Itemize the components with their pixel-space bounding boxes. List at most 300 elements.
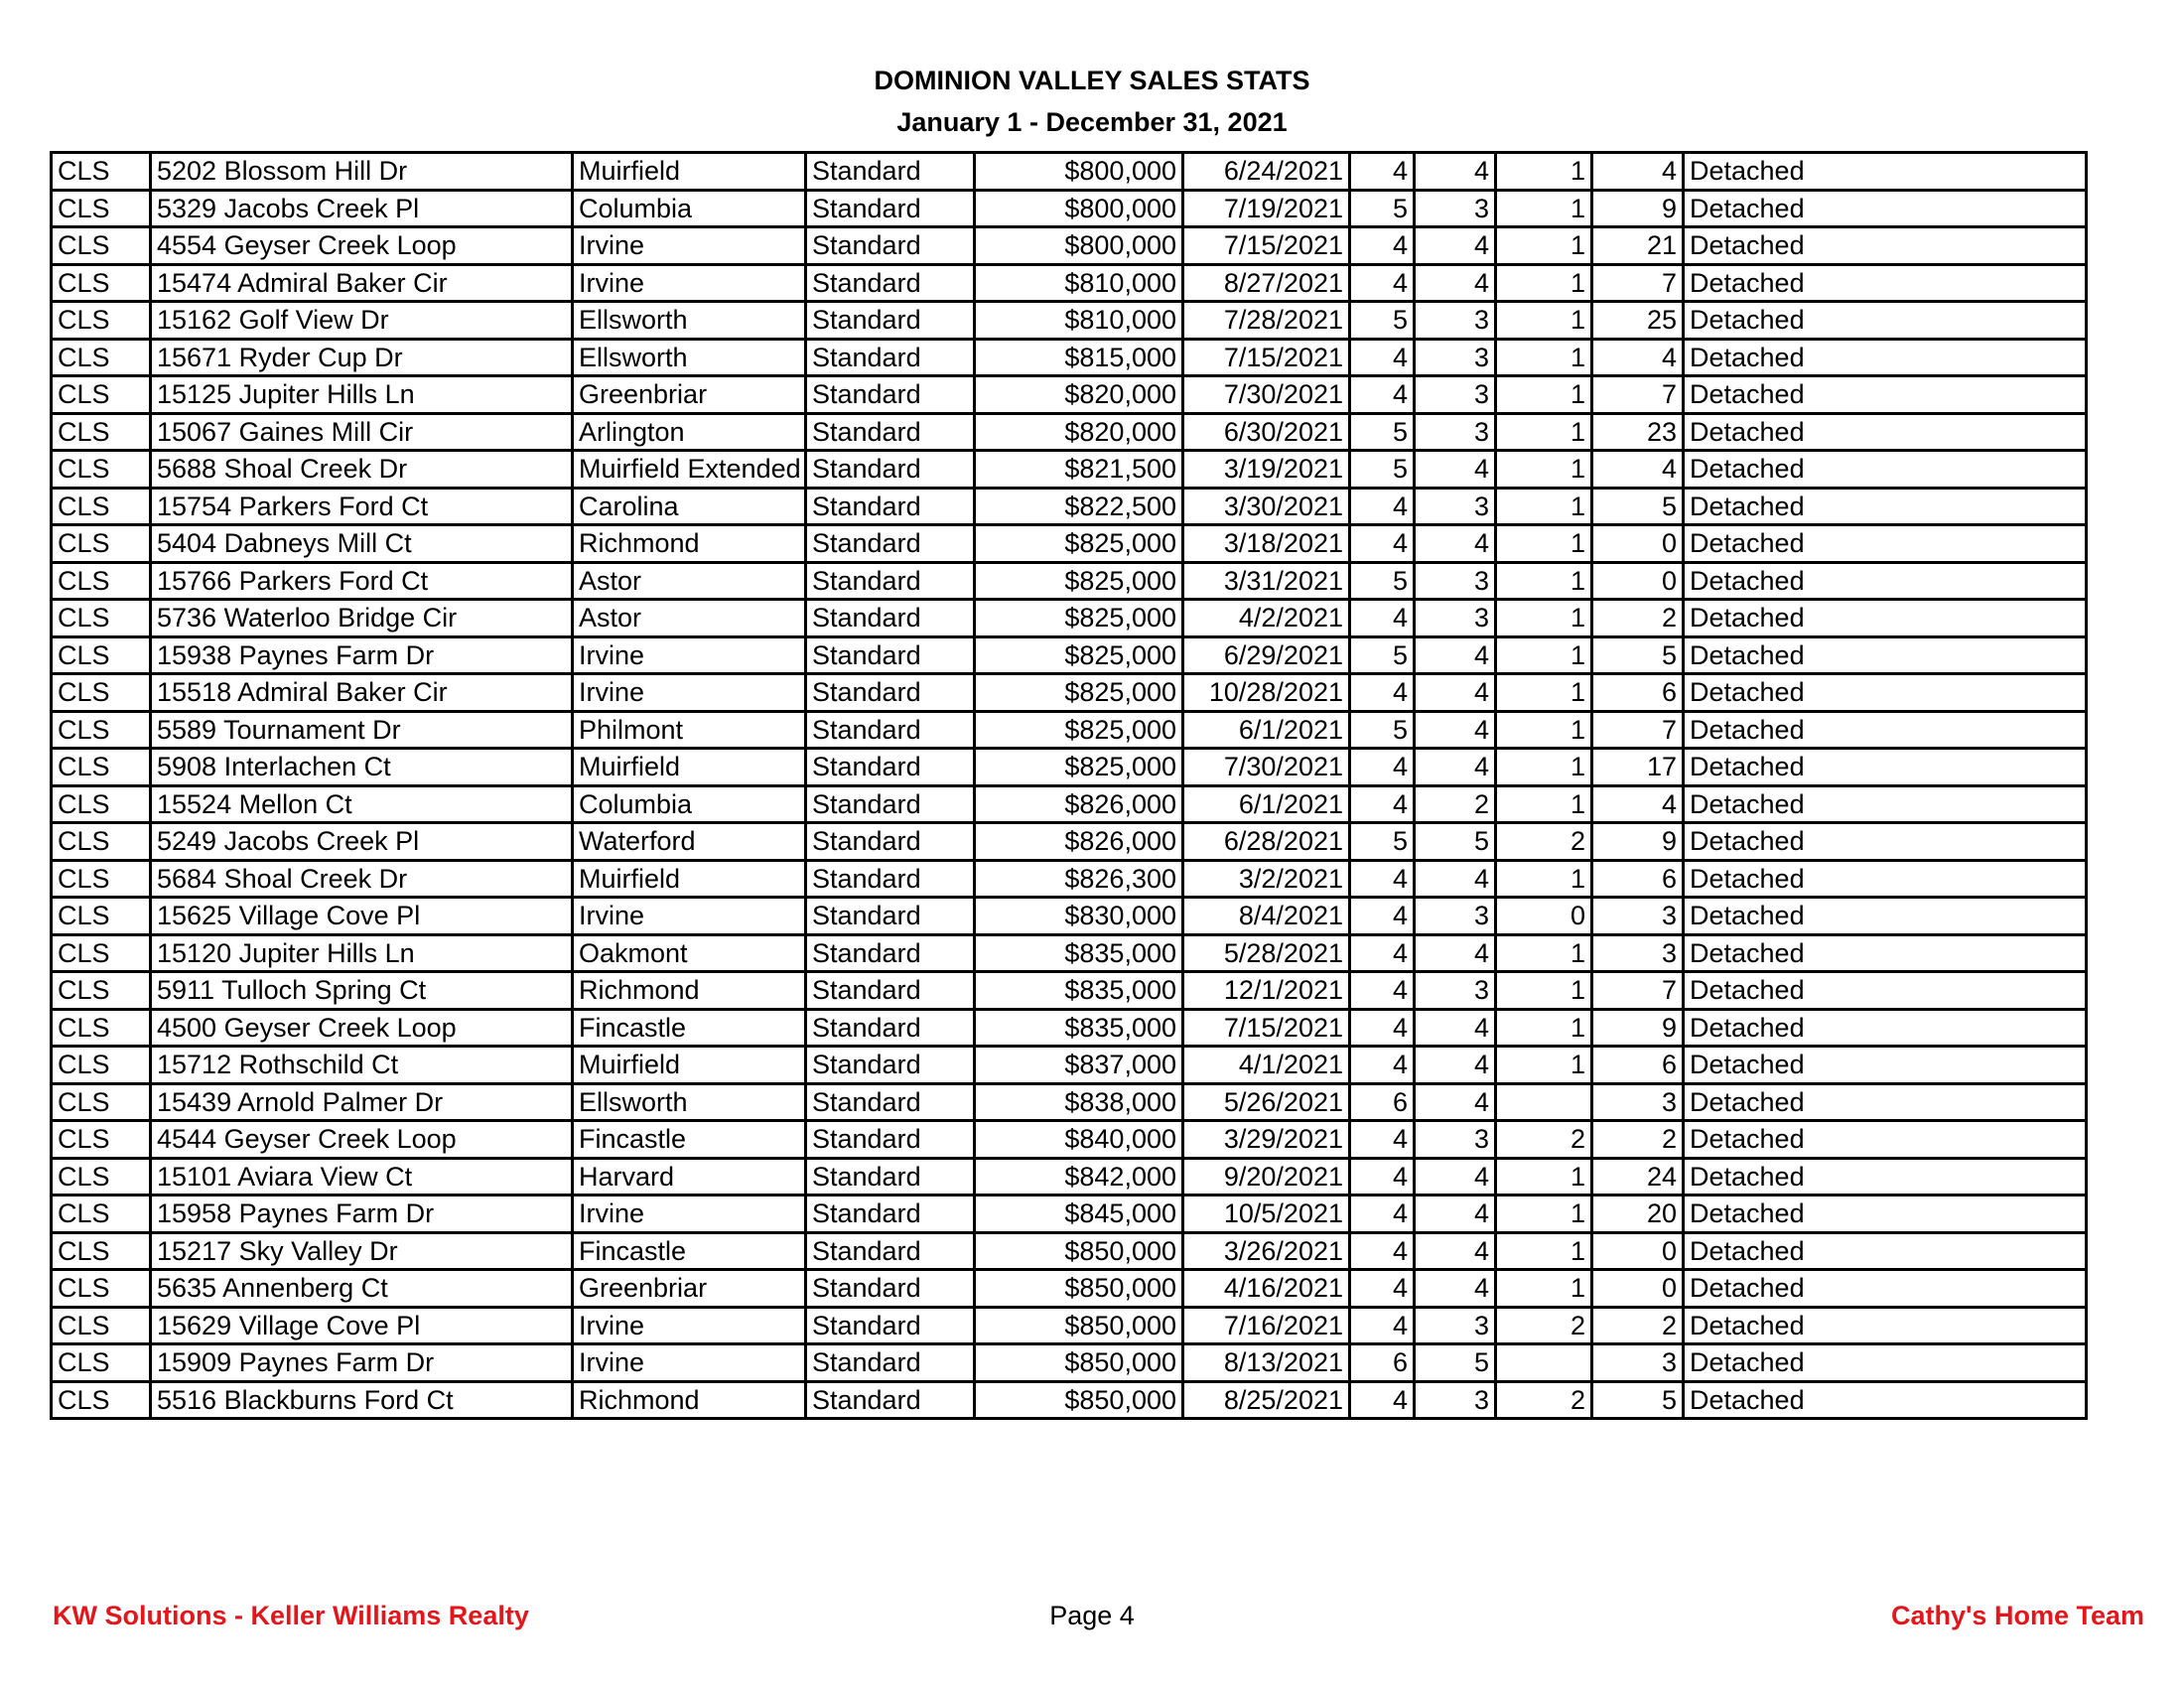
days-on-market-cell: 2	[1592, 600, 1684, 637]
bedrooms-cell: 5	[1350, 711, 1415, 749]
table-row	[52, 1270, 2087, 1308]
date-cell: 6/28/2021	[1183, 823, 1350, 861]
bedrooms-cell: 4	[1350, 972, 1415, 1010]
style-cell: Detached	[1684, 1158, 2087, 1196]
half-baths-cell: 1	[1496, 1270, 1592, 1308]
model-cell: Irvine	[573, 1196, 806, 1233]
table-row	[52, 1158, 2087, 1196]
model-cell: Richmond	[573, 972, 806, 1010]
sale-type-cell: Standard	[806, 1121, 975, 1159]
date-cell: 3/18/2021	[1183, 525, 1350, 563]
table-row	[52, 860, 2087, 898]
sale-type-cell: Standard	[806, 339, 975, 376]
table-row	[52, 600, 2087, 637]
full-baths-cell: 4	[1415, 1009, 1496, 1047]
status-cell: CLS	[52, 264, 151, 302]
style-cell: Detached	[1684, 674, 2087, 712]
model-cell: Fincastle	[573, 1232, 806, 1270]
bedrooms-cell: 5	[1350, 302, 1415, 340]
bedrooms-cell: 4	[1350, 860, 1415, 898]
address-cell: 5516 Blackburns Ford Ct	[151, 1381, 573, 1419]
date-cell: 7/15/2021	[1183, 227, 1350, 265]
price-cell: $820,000	[975, 376, 1183, 414]
date-cell: 3/30/2021	[1183, 488, 1350, 525]
status-cell: CLS	[52, 153, 151, 191]
table-row	[52, 413, 2087, 451]
full-baths-cell: 4	[1415, 674, 1496, 712]
full-baths-cell: 4	[1415, 1083, 1496, 1121]
address-cell: 15067 Gaines Mill Cir	[151, 413, 573, 451]
status-cell: CLS	[52, 898, 151, 935]
bedrooms-cell: 5	[1350, 562, 1415, 600]
price-cell: $825,000	[975, 636, 1183, 674]
price-cell: $835,000	[975, 934, 1183, 972]
table-row	[52, 636, 2087, 674]
status-cell: CLS	[52, 1307, 151, 1344]
full-baths-cell: 4	[1415, 1270, 1496, 1308]
style-cell: Detached	[1684, 898, 2087, 935]
status-cell: CLS	[52, 302, 151, 340]
model-cell: Arlington	[573, 413, 806, 451]
style-cell: Detached	[1684, 1121, 2087, 1159]
half-baths-cell: 1	[1496, 749, 1592, 786]
full-baths-cell: 3	[1415, 1381, 1496, 1419]
table-row	[52, 972, 2087, 1010]
price-cell: $815,000	[975, 339, 1183, 376]
model-cell: Columbia	[573, 190, 806, 227]
days-on-market-cell: 3	[1592, 934, 1684, 972]
days-on-market-cell: 4	[1592, 339, 1684, 376]
sale-type-cell: Standard	[806, 1047, 975, 1084]
address-cell: 15712 Rothschild Ct	[151, 1047, 573, 1084]
half-baths-cell: 2	[1496, 1121, 1592, 1159]
model-cell: Muirfield	[573, 749, 806, 786]
model-cell: Irvine	[573, 898, 806, 935]
address-cell: 5589 Tournament Dr	[151, 711, 573, 749]
style-cell: Detached	[1684, 1047, 2087, 1084]
style-cell: Detached	[1684, 600, 2087, 637]
price-cell: $837,000	[975, 1047, 1183, 1084]
address-cell: 15439 Arnold Palmer Dr	[151, 1083, 573, 1121]
address-cell: 15125 Jupiter Hills Ln	[151, 376, 573, 414]
half-baths-cell: 1	[1496, 227, 1592, 265]
bedrooms-cell: 5	[1350, 451, 1415, 489]
address-cell: 15671 Ryder Cup Dr	[151, 339, 573, 376]
date-cell: 8/27/2021	[1183, 264, 1350, 302]
half-baths-cell: 1	[1496, 1009, 1592, 1047]
sale-type-cell: Standard	[806, 749, 975, 786]
bedrooms-cell: 4	[1350, 227, 1415, 265]
half-baths-cell: 1	[1496, 600, 1592, 637]
table-row	[52, 1232, 2087, 1270]
table-row	[52, 823, 2087, 861]
table-row	[52, 1196, 2087, 1233]
days-on-market-cell: 0	[1592, 1232, 1684, 1270]
address-cell: 5908 Interlachen Ct	[151, 749, 573, 786]
status-cell: CLS	[52, 785, 151, 823]
bedrooms-cell: 4	[1350, 1307, 1415, 1344]
date-cell: 7/30/2021	[1183, 376, 1350, 414]
full-baths-cell: 3	[1415, 413, 1496, 451]
full-baths-cell: 4	[1415, 227, 1496, 265]
model-cell: Muirfield Extended	[573, 451, 806, 489]
bedrooms-cell: 4	[1350, 674, 1415, 712]
full-baths-cell: 4	[1415, 860, 1496, 898]
sale-type-cell: Standard	[806, 562, 975, 600]
price-cell: $830,000	[975, 898, 1183, 935]
days-on-market-cell: 4	[1592, 451, 1684, 489]
style-cell: Detached	[1684, 153, 2087, 191]
days-on-market-cell: 3	[1592, 898, 1684, 935]
status-cell: CLS	[52, 413, 151, 451]
date-cell: 6/30/2021	[1183, 413, 1350, 451]
sale-type-cell: Standard	[806, 264, 975, 302]
table-row	[52, 190, 2087, 227]
price-cell: $842,000	[975, 1158, 1183, 1196]
half-baths-cell: 1	[1496, 562, 1592, 600]
price-cell: $845,000	[975, 1196, 1183, 1233]
date-cell: 4/1/2021	[1183, 1047, 1350, 1084]
date-cell: 5/26/2021	[1183, 1083, 1350, 1121]
address-cell: 5911 Tulloch Spring Ct	[151, 972, 573, 1010]
status-cell: CLS	[52, 227, 151, 265]
address-cell: 15754 Parkers Ford Ct	[151, 488, 573, 525]
date-cell: 10/28/2021	[1183, 674, 1350, 712]
sale-type-cell: Standard	[806, 785, 975, 823]
date-cell: 3/26/2021	[1183, 1232, 1350, 1270]
sale-type-cell: Standard	[806, 1270, 975, 1308]
sale-type-cell: Standard	[806, 674, 975, 712]
price-cell: $826,000	[975, 785, 1183, 823]
days-on-market-cell: 4	[1592, 785, 1684, 823]
days-on-market-cell: 7	[1592, 711, 1684, 749]
bedrooms-cell: 5	[1350, 190, 1415, 227]
style-cell: Detached	[1684, 1381, 2087, 1419]
sale-type-cell: Standard	[806, 190, 975, 227]
date-cell: 7/16/2021	[1183, 1307, 1350, 1344]
date-cell: 7/28/2021	[1183, 302, 1350, 340]
table-row	[52, 785, 2087, 823]
date-cell: 6/29/2021	[1183, 636, 1350, 674]
full-baths-cell: 3	[1415, 1307, 1496, 1344]
bedrooms-cell: 4	[1350, 376, 1415, 414]
days-on-market-cell: 9	[1592, 190, 1684, 227]
address-cell: 15909 Paynes Farm Dr	[151, 1344, 573, 1382]
model-cell: Irvine	[573, 674, 806, 712]
date-cell: 3/31/2021	[1183, 562, 1350, 600]
date-cell: 3/2/2021	[1183, 860, 1350, 898]
full-baths-cell: 3	[1415, 339, 1496, 376]
status-cell: CLS	[52, 823, 151, 861]
table-row	[52, 488, 2087, 525]
table-row	[52, 1307, 2087, 1344]
model-cell: Muirfield	[573, 860, 806, 898]
address-cell: 5329 Jacobs Creek Pl	[151, 190, 573, 227]
bedrooms-cell: 5	[1350, 823, 1415, 861]
model-cell: Greenbriar	[573, 1270, 806, 1308]
table-row	[52, 1009, 2087, 1047]
date-cell: 3/29/2021	[1183, 1121, 1350, 1159]
status-cell: CLS	[52, 934, 151, 972]
sale-type-cell: Standard	[806, 860, 975, 898]
days-on-market-cell: 9	[1592, 1009, 1684, 1047]
price-cell: $810,000	[975, 264, 1183, 302]
table-row	[52, 749, 2087, 786]
style-cell: Detached	[1684, 1083, 2087, 1121]
date-cell: 4/16/2021	[1183, 1270, 1350, 1308]
bedrooms-cell: 4	[1350, 1158, 1415, 1196]
date-cell: 7/19/2021	[1183, 190, 1350, 227]
days-on-market-cell: 5	[1592, 488, 1684, 525]
bedrooms-cell: 4	[1350, 339, 1415, 376]
half-baths-cell: 0	[1496, 898, 1592, 935]
bedrooms-cell: 4	[1350, 1381, 1415, 1419]
days-on-market-cell: 17	[1592, 749, 1684, 786]
sale-type-cell: Standard	[806, 934, 975, 972]
table-row	[52, 153, 2087, 191]
bedrooms-cell: 4	[1350, 1232, 1415, 1270]
model-cell: Greenbriar	[573, 376, 806, 414]
status-cell: CLS	[52, 451, 151, 489]
status-cell: CLS	[52, 972, 151, 1010]
style-cell: Detached	[1684, 562, 2087, 600]
table-row	[52, 227, 2087, 265]
half-baths-cell: 1	[1496, 451, 1592, 489]
sale-type-cell: Standard	[806, 1009, 975, 1047]
days-on-market-cell: 3	[1592, 1083, 1684, 1121]
bedrooms-cell: 4	[1350, 1270, 1415, 1308]
full-baths-cell: 3	[1415, 1121, 1496, 1159]
status-cell: CLS	[52, 1121, 151, 1159]
style-cell: Detached	[1684, 934, 2087, 972]
full-baths-cell: 4	[1415, 451, 1496, 489]
days-on-market-cell: 6	[1592, 674, 1684, 712]
style-cell: Detached	[1684, 525, 2087, 563]
sale-type-cell: Standard	[806, 227, 975, 265]
model-cell: Ellsworth	[573, 1083, 806, 1121]
status-cell: CLS	[52, 1196, 151, 1233]
style-cell: Detached	[1684, 711, 2087, 749]
address-cell: 15938 Paynes Farm Dr	[151, 636, 573, 674]
date-cell: 8/4/2021	[1183, 898, 1350, 935]
days-on-market-cell: 25	[1592, 302, 1684, 340]
date-cell: 3/19/2021	[1183, 451, 1350, 489]
address-cell: 5635 Annenberg Ct	[151, 1270, 573, 1308]
page-title: DOMINION VALLEY SALES STATS	[874, 66, 1310, 95]
sale-type-cell: Standard	[806, 1083, 975, 1121]
table-row	[52, 674, 2087, 712]
bedrooms-cell: 4	[1350, 749, 1415, 786]
half-baths-cell: 1	[1496, 264, 1592, 302]
price-cell: $850,000	[975, 1381, 1183, 1419]
half-baths-cell: 1	[1496, 339, 1592, 376]
style-cell: Detached	[1684, 823, 2087, 861]
model-cell: Irvine	[573, 264, 806, 302]
sale-type-cell: Standard	[806, 413, 975, 451]
table-row	[52, 1047, 2087, 1084]
address-cell: 5684 Shoal Creek Dr	[151, 860, 573, 898]
style-cell: Detached	[1684, 227, 2087, 265]
address-cell: 15217 Sky Valley Dr	[151, 1232, 573, 1270]
bedrooms-cell: 4	[1350, 1121, 1415, 1159]
table-row	[52, 898, 2087, 935]
days-on-market-cell: 20	[1592, 1196, 1684, 1233]
date-cell: 6/1/2021	[1183, 711, 1350, 749]
status-cell: CLS	[52, 674, 151, 712]
price-cell: $800,000	[975, 227, 1183, 265]
full-baths-cell: 4	[1415, 636, 1496, 674]
sales-table	[50, 151, 2088, 1420]
full-baths-cell: 3	[1415, 600, 1496, 637]
style-cell: Detached	[1684, 451, 2087, 489]
model-cell: Waterford	[573, 823, 806, 861]
half-baths-cell: 1	[1496, 1196, 1592, 1233]
model-cell: Ellsworth	[573, 339, 806, 376]
model-cell: Oakmont	[573, 934, 806, 972]
status-cell: CLS	[52, 1270, 151, 1308]
price-cell: $825,000	[975, 749, 1183, 786]
days-on-market-cell: 23	[1592, 413, 1684, 451]
style-cell: Detached	[1684, 860, 2087, 898]
table-row	[52, 339, 2087, 376]
date-cell: 4/2/2021	[1183, 600, 1350, 637]
bedrooms-cell: 4	[1350, 785, 1415, 823]
half-baths-cell: 1	[1496, 413, 1592, 451]
half-baths-cell: 1	[1496, 860, 1592, 898]
half-baths-cell: 1	[1496, 190, 1592, 227]
date-cell: 10/5/2021	[1183, 1196, 1350, 1233]
table-row	[52, 525, 2087, 563]
bedrooms-cell: 4	[1350, 488, 1415, 525]
days-on-market-cell: 2	[1592, 1307, 1684, 1344]
table-row	[52, 264, 2087, 302]
model-cell: Irvine	[573, 1307, 806, 1344]
price-cell: $850,000	[975, 1344, 1183, 1382]
status-cell: CLS	[52, 1083, 151, 1121]
full-baths-cell: 3	[1415, 190, 1496, 227]
sale-type-cell: Standard	[806, 898, 975, 935]
model-cell: Irvine	[573, 1344, 806, 1382]
bedrooms-cell: 6	[1350, 1083, 1415, 1121]
style-cell: Detached	[1684, 264, 2087, 302]
half-baths-cell: 1	[1496, 1158, 1592, 1196]
address-cell: 15766 Parkers Ford Ct	[151, 562, 573, 600]
half-baths-cell: 1	[1496, 674, 1592, 712]
address-cell: 15625 Village Cove Pl	[151, 898, 573, 935]
price-cell: $821,500	[975, 451, 1183, 489]
team-name: Cathy's Home Team	[1891, 1601, 2144, 1630]
address-cell: 15101 Aviara View Ct	[151, 1158, 573, 1196]
bedrooms-cell: 4	[1350, 934, 1415, 972]
date-cell: 8/25/2021	[1183, 1381, 1350, 1419]
sale-type-cell: Standard	[806, 1381, 975, 1419]
bedrooms-cell: 4	[1350, 264, 1415, 302]
brokerage-name: KW Solutions - Keller Williams Realty	[53, 1601, 529, 1630]
address-cell: 15120 Jupiter Hills Ln	[151, 934, 573, 972]
days-on-market-cell: 2	[1592, 1121, 1684, 1159]
sale-type-cell: Standard	[806, 488, 975, 525]
half-baths-cell: 1	[1496, 711, 1592, 749]
half-baths-cell: 2	[1496, 1381, 1592, 1419]
sale-type-cell: Standard	[806, 302, 975, 340]
price-cell: $838,000	[975, 1083, 1183, 1121]
status-cell: CLS	[52, 636, 151, 674]
model-cell: Muirfield	[573, 1047, 806, 1084]
date-cell: 5/28/2021	[1183, 934, 1350, 972]
style-cell: Detached	[1684, 413, 2087, 451]
address-cell: 15524 Mellon Ct	[151, 785, 573, 823]
half-baths-cell: 1	[1496, 1047, 1592, 1084]
status-cell: CLS	[52, 1009, 151, 1047]
full-baths-cell: 3	[1415, 376, 1496, 414]
price-cell: $800,000	[975, 153, 1183, 191]
bedrooms-cell: 4	[1350, 525, 1415, 563]
date-cell: 9/20/2021	[1183, 1158, 1350, 1196]
date-cell: 7/15/2021	[1183, 1009, 1350, 1047]
price-cell: $826,300	[975, 860, 1183, 898]
model-cell: Columbia	[573, 785, 806, 823]
days-on-market-cell: 0	[1592, 1270, 1684, 1308]
sale-type-cell: Standard	[806, 1196, 975, 1233]
status-cell: CLS	[52, 1158, 151, 1196]
style-cell: Detached	[1684, 972, 2087, 1010]
table-row	[52, 562, 2087, 600]
status-cell: CLS	[52, 525, 151, 563]
style-cell: Detached	[1684, 1270, 2087, 1308]
model-cell: Richmond	[573, 525, 806, 563]
address-cell: 4554 Geyser Creek Loop	[151, 227, 573, 265]
price-cell: $810,000	[975, 302, 1183, 340]
bedrooms-cell: 4	[1350, 600, 1415, 637]
days-on-market-cell: 0	[1592, 525, 1684, 563]
table-row	[52, 711, 2087, 749]
sale-type-cell: Standard	[806, 1232, 975, 1270]
style-cell: Detached	[1684, 339, 2087, 376]
half-baths-cell: 1	[1496, 376, 1592, 414]
half-baths-cell: 1	[1496, 488, 1592, 525]
bedrooms-cell: 5	[1350, 413, 1415, 451]
status-cell: CLS	[52, 600, 151, 637]
full-baths-cell: 4	[1415, 1196, 1496, 1233]
table-row	[52, 934, 2087, 972]
bedrooms-cell: 4	[1350, 1009, 1415, 1047]
full-baths-cell: 4	[1415, 264, 1496, 302]
bedrooms-cell: 4	[1350, 153, 1415, 191]
full-baths-cell: 3	[1415, 972, 1496, 1010]
address-cell: 5688 Shoal Creek Dr	[151, 451, 573, 489]
model-cell: Muirfield	[573, 153, 806, 191]
style-cell: Detached	[1684, 785, 2087, 823]
price-cell: $850,000	[975, 1270, 1183, 1308]
days-on-market-cell: 24	[1592, 1158, 1684, 1196]
style-cell: Detached	[1684, 1232, 2087, 1270]
style-cell: Detached	[1684, 190, 2087, 227]
half-baths-cell: 1	[1496, 1232, 1592, 1270]
half-baths-cell: 2	[1496, 1307, 1592, 1344]
days-on-market-cell: 7	[1592, 376, 1684, 414]
full-baths-cell: 3	[1415, 302, 1496, 340]
address-cell: 15518 Admiral Baker Cir	[151, 674, 573, 712]
half-baths-cell: 1	[1496, 785, 1592, 823]
address-cell: 5404 Dabneys Mill Ct	[151, 525, 573, 563]
table-row	[52, 1381, 2087, 1419]
status-cell: CLS	[52, 376, 151, 414]
model-cell: Fincastle	[573, 1121, 806, 1159]
days-on-market-cell: 4	[1592, 153, 1684, 191]
style-cell: Detached	[1684, 1307, 2087, 1344]
style-cell: Detached	[1684, 1196, 2087, 1233]
status-cell: CLS	[52, 860, 151, 898]
